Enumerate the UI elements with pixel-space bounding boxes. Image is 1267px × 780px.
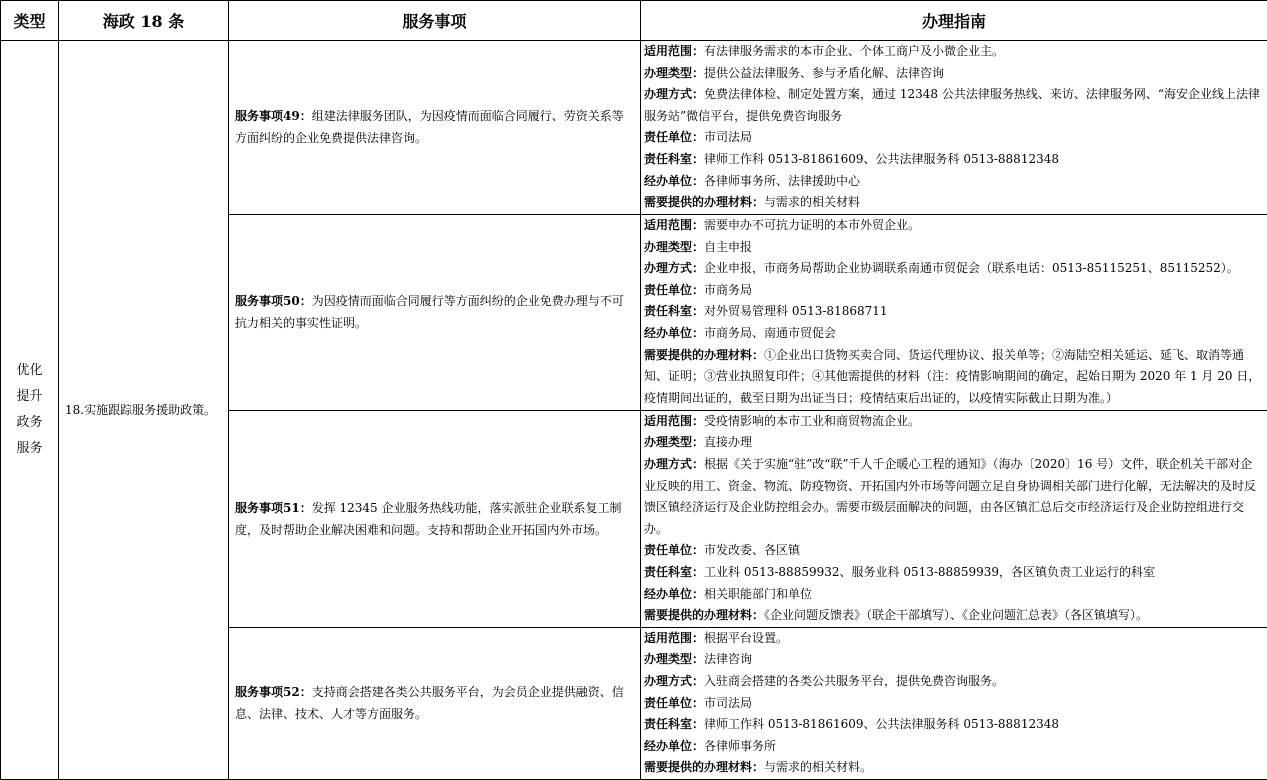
guide-text: 法律咨询 bbox=[704, 652, 752, 666]
guide-text: 提供公益法律服务、参与矛盾化解、法律咨询 bbox=[704, 66, 944, 80]
guide-text: 企业申报，市商务局帮助企业协调联系南通市贸促会（联系电话：0513-85115251、85115252）。 bbox=[704, 261, 1239, 275]
guide-line bbox=[644, 127, 1264, 149]
guide-text: 工业科 0513-88859932、服务业科 0513-88859939，各区镇负责工业运行的科室 bbox=[704, 565, 1155, 579]
item-cell bbox=[229, 41, 641, 215]
guide-label: 需要提供的办理材料： bbox=[644, 348, 764, 362]
type-label: 优化提升政务服务 bbox=[15, 358, 44, 462]
guide-line bbox=[644, 757, 1264, 779]
guide-line bbox=[644, 649, 1264, 671]
item-cell bbox=[229, 410, 641, 627]
guide-line bbox=[644, 192, 1264, 214]
guide-line bbox=[644, 540, 1264, 562]
guide-label: 责任单位： bbox=[644, 130, 704, 144]
guide-line bbox=[644, 237, 1264, 259]
guide-text: 受疫情影响的本市工业和商贸物流企业。 bbox=[704, 414, 920, 428]
guide-label: 责任科室： bbox=[644, 565, 704, 579]
guide-text: ①企业出口货物买卖合同、货运代理协议、报关单等；②海陆空相关延运、延飞、取消等通知、证明；③营业执照复印件；④其他需提供的材料（注：疫情影响期间的确定，起始日期为 2020 年 1 月 20 日，疫情期间出证的，截至日期为出证当日；疫情结束后出证的，以疫情实际截止日期为准。） bbox=[644, 348, 1260, 405]
guide-line bbox=[644, 323, 1264, 345]
item-text: 支持商会搭建各类公共服务平台，为会员企业提供融资、信息、法律、技术、人才等方面服务。 bbox=[235, 685, 624, 721]
item-label: 服务事项49： bbox=[235, 109, 312, 123]
guide-text: 律师工作科 0513-81861609、公共法律服务科 0513-88812348 bbox=[704, 152, 1059, 166]
guide-line bbox=[644, 432, 1264, 454]
guide-label: 办理方式： bbox=[644, 674, 704, 688]
guide-text: 自主申报 bbox=[704, 240, 752, 254]
guide-label: 适用范围： bbox=[644, 218, 704, 232]
policy-cell: 18.实施跟踪服务援助政策。 bbox=[59, 41, 229, 780]
header-policy: 海政 18 条 bbox=[59, 1, 229, 41]
guide-label: 经办单位： bbox=[644, 326, 704, 340]
guide-label: 需要提供的办理材料： bbox=[644, 608, 764, 622]
guide-line bbox=[644, 562, 1264, 584]
item-text: 组建法律服务团队，为因疫情而面临合同履行、劳资关系等方面纠纷的企业免费提供法律咨询。 bbox=[235, 109, 624, 145]
item-cell bbox=[229, 627, 641, 779]
guide-label: 办理类型： bbox=[644, 66, 704, 80]
guide-text: 市商务局、南通市贸促会 bbox=[704, 326, 836, 340]
guide-text: 市司法局 bbox=[704, 130, 752, 144]
guide-label: 适用范围： bbox=[644, 631, 704, 645]
guide-line bbox=[644, 63, 1264, 85]
header-row bbox=[1, 1, 1267, 41]
guide-label: 适用范围： bbox=[644, 44, 704, 58]
table-row bbox=[1, 41, 1267, 215]
guide-line bbox=[644, 671, 1264, 693]
guide-text: 市发改委、各区镇 bbox=[704, 543, 800, 557]
guide-label: 经办单位： bbox=[644, 739, 704, 753]
guide-label: 需要提供的办理材料： bbox=[644, 760, 764, 774]
guide-label: 责任科室： bbox=[644, 717, 704, 731]
header-type: 类型 bbox=[1, 1, 59, 41]
guide-line bbox=[644, 84, 1264, 127]
guide-text: 市司法局 bbox=[704, 696, 752, 710]
type-cell bbox=[1, 41, 59, 780]
guide-line bbox=[644, 301, 1264, 323]
guide-text: 《企业问题反馈表》（联企干部填写）、《企业问题汇总表》（各区镇填写）。 bbox=[764, 608, 1148, 622]
guide-label: 办理方式： bbox=[644, 261, 704, 275]
guide-cell bbox=[641, 214, 1267, 410]
guide-text: 直接办理 bbox=[704, 435, 752, 449]
guide-label: 经办单位： bbox=[644, 587, 704, 601]
guide-text: 与需求的相关材料 bbox=[764, 195, 860, 209]
guide-text: 对外贸易管理科 0513-81868711 bbox=[704, 304, 888, 318]
guide-label: 责任单位： bbox=[644, 283, 704, 297]
guide-line bbox=[644, 41, 1264, 63]
guide-text: 与需求的相关材料。 bbox=[764, 760, 872, 774]
guide-line bbox=[644, 693, 1264, 715]
guide-label: 责任科室： bbox=[644, 152, 704, 166]
guide-line bbox=[644, 149, 1264, 171]
guide-line bbox=[644, 736, 1264, 758]
item-cell bbox=[229, 214, 641, 410]
guide-text: 相关职能部门和单位 bbox=[704, 587, 812, 601]
guide-label: 办理方式： bbox=[644, 87, 704, 101]
guide-cell bbox=[641, 41, 1267, 215]
item-label: 服务事项50： bbox=[235, 294, 312, 308]
guide-text: 入驻商会搭建的各类公共服务平台，提供免费咨询服务。 bbox=[704, 674, 1004, 688]
guide-cell bbox=[641, 627, 1267, 779]
guide-label: 办理类型： bbox=[644, 652, 704, 666]
guide-text: 需要申办不可抗力证明的本市外贸企业。 bbox=[704, 218, 920, 232]
guide-label: 办理方式： bbox=[644, 457, 704, 471]
guide-cell bbox=[641, 410, 1267, 627]
guide-line bbox=[644, 280, 1264, 302]
guide-text: 免费法律体检、制定处置方案，通过 12348 公共法律服务热线、来访、法律服务网、“海安企业线上法律服务站”微信平台，提供免费咨询服务 bbox=[644, 87, 1260, 123]
guide-line bbox=[644, 215, 1264, 237]
guide-line bbox=[644, 584, 1264, 606]
guide-line bbox=[644, 454, 1264, 540]
guide-label: 责任科室： bbox=[644, 304, 704, 318]
guide-label: 适用范围： bbox=[644, 414, 704, 428]
guide-line bbox=[644, 411, 1264, 433]
guide-label: 责任单位： bbox=[644, 696, 704, 710]
guide-text: 律师工作科 0513-81861609、公共法律服务科 0513-88812348 bbox=[704, 717, 1059, 731]
item-text: 发挥 12345 企业服务热线功能，落实派驻企业联系复工制度，及时帮助企业解决困难和问题。支持和帮助企业开拓国内外市场。 bbox=[235, 501, 622, 537]
guide-text: 各律师事务所 bbox=[704, 739, 776, 753]
item-text: 为因疫情而面临合同履行等方面纠纷的企业免费办理与不可抗力相关的事实性证明。 bbox=[235, 294, 624, 330]
guide-label: 办理类型： bbox=[644, 435, 704, 449]
guide-label: 经办单位： bbox=[644, 174, 704, 188]
guide-line bbox=[644, 258, 1264, 280]
guide-line bbox=[644, 605, 1264, 627]
guide-line bbox=[644, 171, 1264, 193]
header-item: 服务事项 bbox=[229, 1, 641, 41]
item-label: 服务事项52： bbox=[235, 685, 312, 699]
guide-text: 根据平台设置。 bbox=[704, 631, 788, 645]
guide-label: 办理类型： bbox=[644, 240, 704, 254]
header-guide: 办理指南 bbox=[641, 1, 1267, 41]
guide-text: 市商务局 bbox=[704, 283, 752, 297]
guide-label: 需要提供的办理材料： bbox=[644, 195, 764, 209]
guide-text: 有法律服务需求的本市企业、个体工商户及小微企业主。 bbox=[704, 44, 1004, 58]
guide-line bbox=[644, 628, 1264, 650]
guide-line bbox=[644, 345, 1264, 410]
guide-line bbox=[644, 714, 1264, 736]
guide-text: 各律师事务所、法律援助中心 bbox=[704, 174, 860, 188]
item-label: 服务事项51： bbox=[235, 501, 312, 515]
guide-text: 根据《关于实施“驻”改“联”千人千企暖心工程的通知》（海办〔2020〕16 号）文件，联企机关干部对企业反映的用工、资金、物流、防疫物资、开拓国内外市场等问题立足自身协调相关部门进行化解，无法解决的及时反馈区镇经济运行及企业防控组会办。需要市级层面解决的问题，由各区镇汇总后交市经济运行及企业防控组进行交办。 bbox=[644, 457, 1256, 536]
guide-label: 责任单位： bbox=[644, 543, 704, 557]
